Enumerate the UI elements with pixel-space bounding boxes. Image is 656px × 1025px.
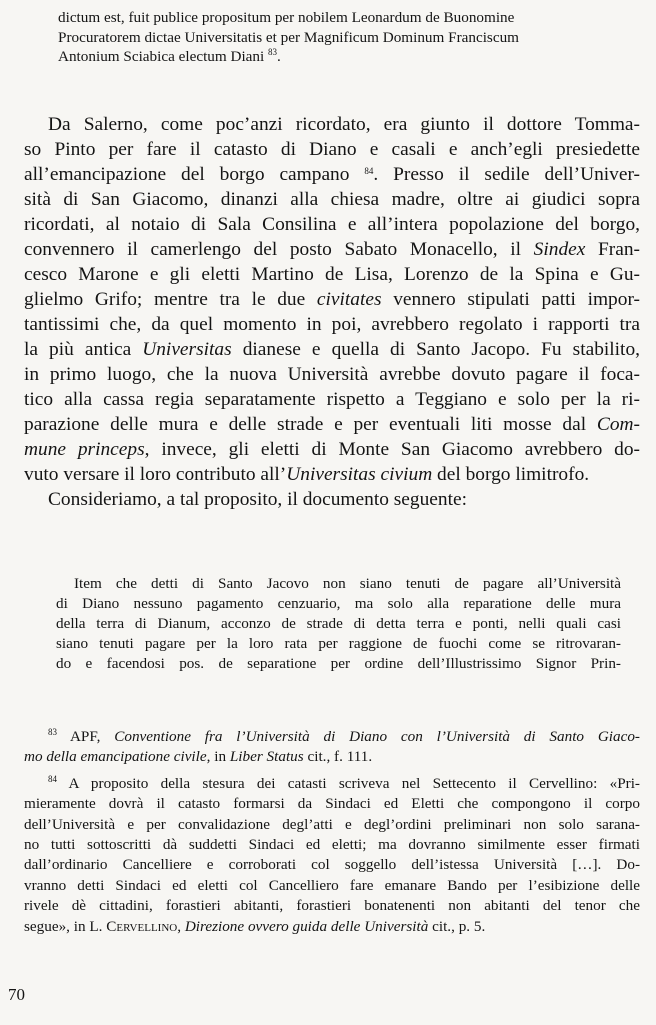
- paragraph-line: [24, 162, 640, 187]
- footnote-number-83: 83: [48, 727, 57, 737]
- text-run: ,: [177, 917, 185, 935]
- paragraph-line: cesco Marone e gli eletti Martino de Lisa, Lorenzo de la Spina e Gu-: [24, 264, 640, 285]
- italic-title: Conventione fra l’Università di Diano con l’Università di Santo Giaco-: [114, 728, 640, 745]
- footnote-number-84: 84: [48, 773, 57, 784]
- footnote-83-line: [24, 727, 640, 747]
- paragraph-line: ricordati, al notaio di Sala Consilina e all’intera popolazione del borgo,: [24, 214, 640, 235]
- text-run: vennero stipulati patti impor-: [381, 289, 640, 310]
- italic-term: mune princeps: [24, 439, 145, 460]
- italic-term: Com-: [596, 414, 640, 435]
- footnotes: [24, 727, 640, 937]
- text-run: all’emancipazione del borgo campano: [24, 164, 350, 185]
- paragraph-line: [24, 462, 640, 487]
- text-run: glielmo Grifo; mentre tra le due: [24, 289, 317, 310]
- quote-line: Procuratorem dictae Universitatis et per Magnificum Dominum Franciscum: [58, 28, 519, 46]
- text-run: , in: [206, 748, 230, 766]
- footnote-84-line: dall’ordinario Cancelliere e corroborati col soggello dell’istessa Università […]. Do-: [24, 856, 640, 874]
- text-run: cit., p. 5.: [428, 917, 486, 935]
- block-quote: [56, 574, 621, 674]
- page-number: 70: [8, 985, 25, 1004]
- text-run: . Presso il sedile dell’Univer-: [373, 164, 640, 185]
- italic-term: civitates: [316, 289, 382, 310]
- text-run: la più antica: [24, 339, 143, 360]
- main-paragraph: [24, 112, 640, 512]
- paragraph-line: [24, 337, 640, 362]
- footnote-84-line: [24, 774, 640, 794]
- quote-line: do e facendosi pos. de separatione per ordine dell’Illustrissimo Signor Prin-: [56, 655, 621, 672]
- footnote-ref-83[interactable]: 83: [268, 47, 278, 57]
- footnote-84-line: vranno detti Sindaci ed eletti col Cancelliero fare emanare Bando per l’esibizione delle: [24, 876, 640, 894]
- quote-line: della terra di Dianum, acconzo de strade di detta terra e ponti, nelli quali casi: [56, 615, 621, 632]
- italic-title: Direzione ovvero guida delle Università: [184, 917, 429, 935]
- text-run: , invece, gli eletti di Monte San Giacomo avrebbero do-: [144, 439, 640, 460]
- paragraph-line: [24, 437, 640, 462]
- block-quote-continued: [58, 8, 618, 67]
- paragraph-line: sità di San Giacomo, dinanzi alla chiesa madre, oltre ai giudici sopra: [24, 189, 640, 210]
- paragraph-line: so Pinto per fare il catasto di Diano e casali e anch’egli presiedette: [24, 139, 640, 160]
- footnote-84-line: mieramente dovrà il catasto formarsi da Sindaci ed Eletti che compongono il corpo: [24, 795, 640, 813]
- paragraph-line: Consideriamo, a tal proposito, il documento seguente:: [48, 489, 467, 510]
- paragraph-line: [24, 412, 640, 437]
- text-run: A proposito della stesura dei catasti scriveva nel Settecento il Cervellino: «Pri-: [57, 774, 640, 792]
- quote-line: di Diano nessuno pagamento cenzuario, ma solo alla reparatione delle mura: [56, 595, 621, 612]
- italic-title: mo della emancipatione civile: [24, 748, 207, 766]
- text-run: dianese e quella di Santo Jacopo. Fu stabilito,: [231, 339, 640, 360]
- italic-term: Universitas: [142, 339, 232, 360]
- paragraph-line: tantissimi che, da quel momento in poi, avrebbero regolato i rapporti tra: [24, 314, 640, 335]
- footnote-84-line: rivele dè cittadini, forastieri abitanti, forastieri bonatenenti non abitanti del tenor che: [24, 897, 640, 915]
- text-run: del borgo limitrofo.: [432, 464, 590, 485]
- text-run: APF,: [57, 728, 115, 745]
- footnote-84-line: dell’Università e per convalidazione degl’atti e degl’ordini preliminari non solo sarana-: [24, 815, 640, 833]
- paragraph-line: in primo luogo, che la nuova Università avrebbe dovuto pagare il foca-: [24, 364, 640, 385]
- footnote-ref-84[interactable]: 84: [364, 166, 374, 176]
- text-run: convennero il camerlengo del posto Sabato Monacello, il: [24, 239, 534, 260]
- italic-term: Sindex: [533, 239, 586, 260]
- text-run: cit., f. 111.: [303, 748, 373, 766]
- footnote-83-line: [24, 747, 640, 767]
- footnote-84-line: [24, 917, 640, 937]
- paragraph-line: tico alla cassa regia separatamente rispetto a Teggiano e solo per la ri-: [24, 389, 640, 410]
- quote-text: Antonium Sciabica electum Diani: [58, 48, 265, 65]
- paragraph-line: Da Salerno, come poc’anzi ricordato, era giunto il dottore Tomma-: [48, 114, 640, 135]
- italic-term: Universitas civium: [286, 464, 433, 485]
- italic-title: Liber Status: [229, 748, 304, 766]
- paragraph-line: [24, 287, 640, 312]
- paragraph-line: [24, 237, 640, 262]
- text-run: segue», in L.: [24, 917, 107, 935]
- author-name: Cervellino: [106, 917, 178, 935]
- quote-line: [58, 47, 618, 67]
- quote-line: dictum est, fuit publice propositum per nobilem Leonardum de Buonomine: [58, 9, 515, 26]
- text-run: parazione delle mura e delle strade e per eventuali liti mosse dal: [24, 414, 597, 435]
- punctuation: .: [277, 48, 281, 65]
- quote-line: siano tenuti pagare per la loro rata per raggione de fuochi come se ritrovaran-: [56, 635, 621, 652]
- text-run: Fran-: [585, 239, 640, 260]
- footnote-84-line: no tutti sottoscritti dà suddetti Sindaci ed eletti; ma dovranno similmente esser firmati: [24, 836, 640, 854]
- quote-line: Item che detti di Santo Jacovo non siano tenuti de pagare all’Università: [74, 575, 621, 592]
- text-run: vuto versare il loro contributo all’: [24, 464, 287, 485]
